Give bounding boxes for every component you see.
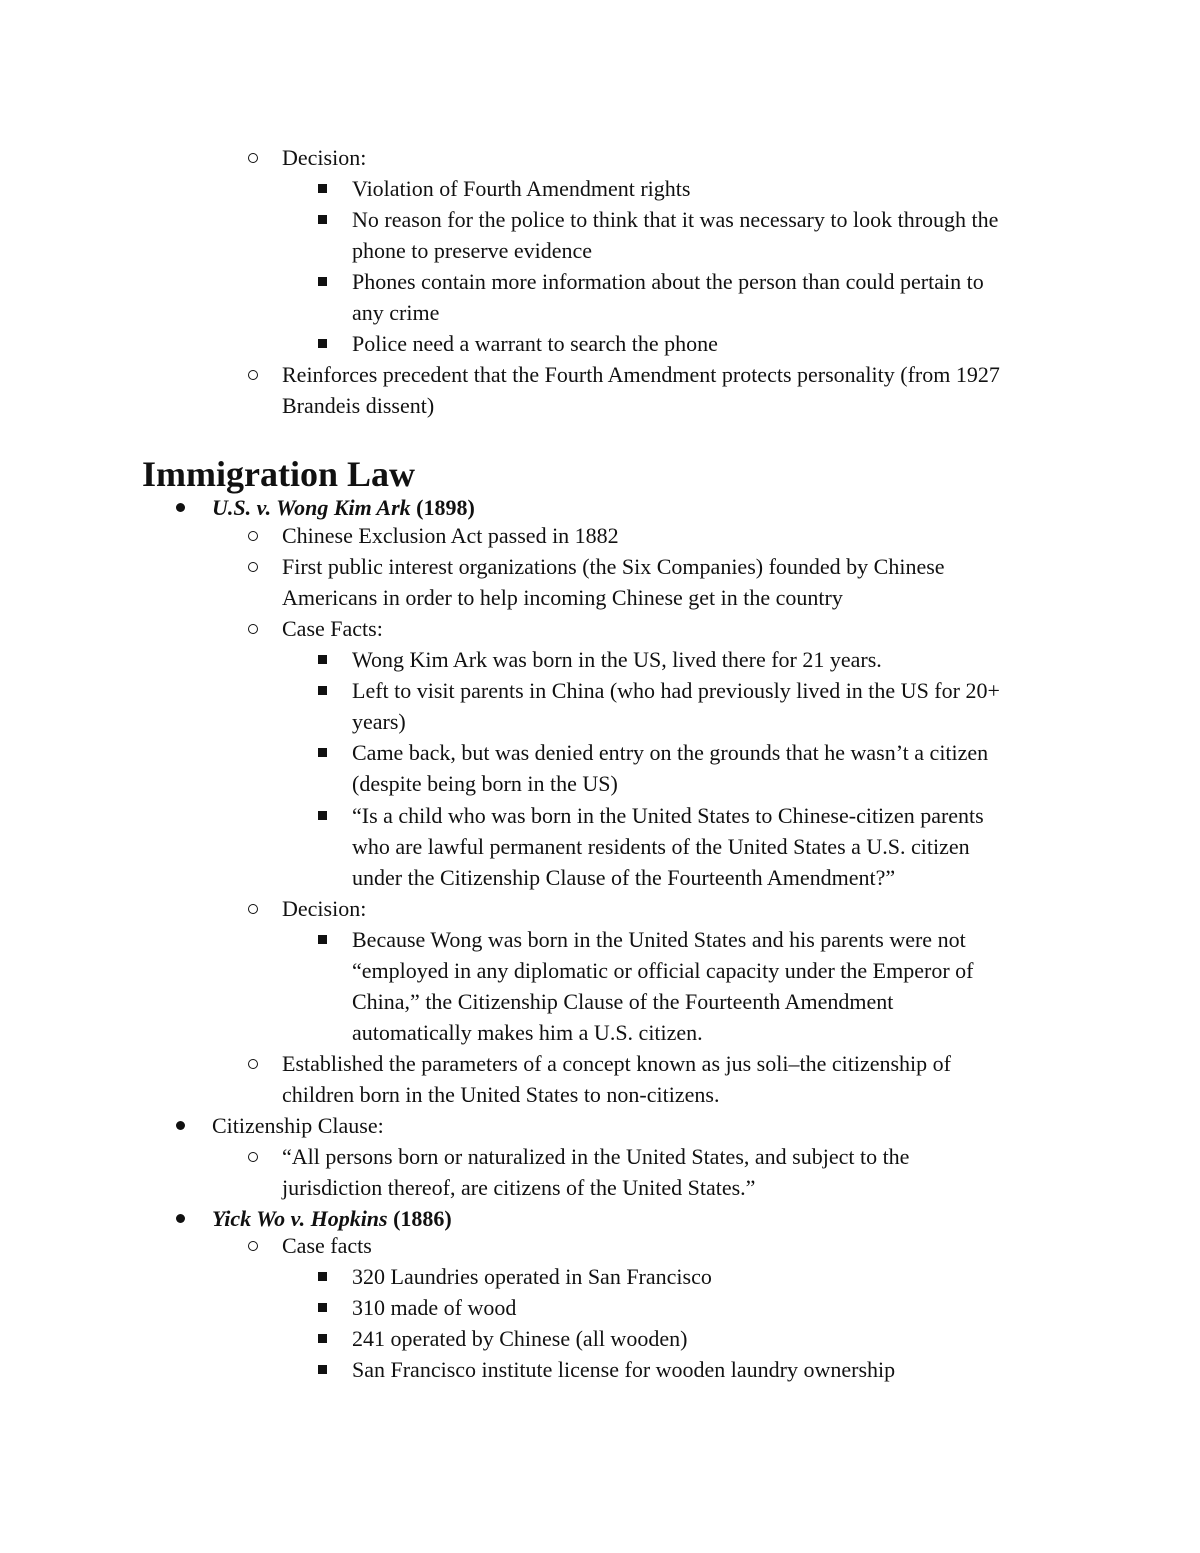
decision-label: Decision:: [282, 896, 367, 921]
decision-label: Decision:: [282, 145, 367, 170]
square-bullet-icon: [318, 204, 327, 235]
public-interest-text: Americans in order to help incoming Chinese get in the country: [282, 585, 843, 610]
citizenship-clause-label: Citizenship Clause:: [212, 1113, 384, 1138]
hollow-circle-bullet-icon: [248, 359, 258, 390]
reinforces-text: Reinforces precedent that the Fourth Amendment protects personality (from 1927: [282, 362, 1000, 387]
hollow-circle-bullet-icon: [248, 1141, 258, 1172]
public-interest-text: First public interest organizations (the Six Companies) founded by Chinese: [282, 554, 945, 579]
fact-text: under the Citizenship Clause of the Fourteenth Amendment?”: [352, 865, 896, 890]
hollow-circle-bullet-icon: [248, 613, 258, 644]
hollow-circle-bullet-icon: [248, 1230, 258, 1261]
fact-text: San Francisco institute license for wooden laundry ownership: [352, 1357, 896, 1382]
square-bullet-icon: [318, 1354, 327, 1385]
established-text: children born in the United States to non-citizens.: [282, 1082, 720, 1107]
decision-item-text: Phones contain more information about the person than could pertain to: [352, 269, 984, 294]
square-bullet-icon: [318, 737, 327, 768]
decision-item-text: phone to preserve evidence: [352, 238, 593, 263]
hollow-circle-bullet-icon: [248, 1048, 258, 1079]
fact-text: Wong Kim Ark was born in the US, lived there for 21 years.: [352, 647, 882, 672]
exclusion-act-text: Chinese Exclusion Act passed in 1882: [282, 523, 619, 548]
square-bullet-icon: [318, 266, 327, 297]
square-bullet-icon: [318, 328, 327, 359]
case-facts-label: Case Facts:: [282, 616, 383, 641]
fact-text: Left to visit parents in China (who had previously lived in the US for 20+: [352, 678, 1000, 703]
section-heading: Immigration Law: [142, 454, 415, 494]
case-year: (1886): [387, 1206, 452, 1231]
fact-text: “Is a child who was born in the United States to Chinese-citizen parents: [352, 803, 984, 828]
filled-circle-bullet-icon: [176, 492, 185, 523]
decision-item-text: Violation of Fourth Amendment rights: [352, 176, 691, 201]
square-bullet-icon: [318, 800, 327, 831]
hollow-circle-bullet-icon: [248, 142, 258, 173]
case-title: U.S. v. Wong Kim Ark: [212, 495, 411, 520]
fact-text: Came back, but was denied entry on the grounds that he wasn’t a citizen: [352, 740, 989, 765]
fact-text: 310 made of wood: [352, 1295, 517, 1320]
case-year: (1898): [410, 495, 475, 520]
citizenship-quote-text: jurisdiction thereof, are citizens of the United States.”: [282, 1175, 756, 1200]
decision-item-text: any crime: [352, 300, 440, 325]
fact-text: years): [352, 709, 406, 734]
square-bullet-icon: [318, 173, 327, 204]
square-bullet-icon: [318, 644, 327, 675]
square-bullet-icon: [318, 1292, 327, 1323]
decision-text: “employed in any diplomatic or official capacity under the Emperor of: [352, 958, 974, 983]
decision-text: automatically makes him a U.S. citizen.: [352, 1020, 703, 1045]
square-bullet-icon: [318, 675, 327, 706]
citizenship-quote-text: “All persons born or naturalized in the United States, and subject to the: [282, 1144, 910, 1169]
decision-item-text: Police need a warrant to search the phone: [352, 331, 718, 356]
fact-text: (despite being born in the US): [352, 771, 618, 796]
fact-text: 241 operated by Chinese (all wooden): [352, 1326, 688, 1351]
filled-circle-bullet-icon: [176, 1203, 185, 1234]
hollow-circle-bullet-icon: [248, 520, 258, 551]
case-title: Yick Wo v. Hopkins: [212, 1206, 388, 1231]
hollow-circle-bullet-icon: [248, 893, 258, 924]
square-bullet-icon: [318, 924, 327, 955]
decision-text: Because Wong was born in the United States and his parents were not: [352, 927, 966, 952]
square-bullet-icon: [318, 1323, 327, 1354]
hollow-circle-bullet-icon: [248, 551, 258, 582]
reinforces-text: Brandeis dissent): [282, 393, 435, 418]
fact-text: 320 Laundries operated in San Francisco: [352, 1264, 712, 1289]
decision-text: China,” the Citizenship Clause of the Fourteenth Amendment: [352, 989, 894, 1014]
decision-item-text: No reason for the police to think that it was necessary to look through the: [352, 207, 999, 232]
fact-text: who are lawful permanent residents of the United States a U.S. citizen: [352, 834, 970, 859]
filled-circle-bullet-icon: [176, 1110, 185, 1141]
square-bullet-icon: [318, 1261, 327, 1292]
established-text: Established the parameters of a concept known as jus soli–the citizenship of: [282, 1051, 951, 1076]
case-heading-wong-kim-ark: [212, 492, 475, 523]
case-facts-label: Case facts: [282, 1233, 372, 1258]
